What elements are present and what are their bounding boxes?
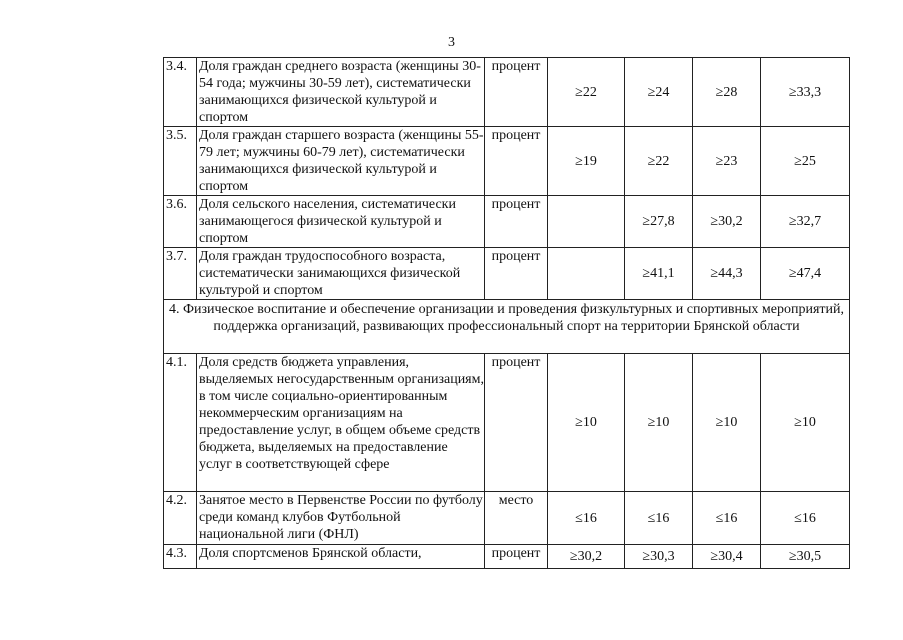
table-row xyxy=(164,492,850,545)
value-cell: ≥30,3 xyxy=(625,545,693,569)
table-row xyxy=(164,354,850,492)
value-cell: ≥10 xyxy=(761,354,850,492)
unit-cell: процент xyxy=(485,196,548,248)
value-cell: ≥47,4 xyxy=(761,248,850,300)
value-cell: ≥33,3 xyxy=(761,58,850,127)
unit-cell: процент xyxy=(485,354,548,492)
value-cell: ≥25 xyxy=(761,127,850,196)
indicator-name: Доля граждан трудоспособного возраста, систематически занимающихся физической культурой и спортом xyxy=(197,248,485,300)
value-cell: ≥32,7 xyxy=(761,196,850,248)
table-row xyxy=(164,545,850,569)
table-row xyxy=(164,248,850,300)
indicator-name: Доля граждан среднего возраста (женщины 30-54 года; мужчины 30-59 лет), систематически занимающихся физической культурой и спортом xyxy=(197,58,485,127)
unit-cell: место xyxy=(485,492,548,545)
value-cell: ≥30,2 xyxy=(693,196,761,248)
row-number: 3.5. xyxy=(164,127,197,196)
value-cell: ≥30,5 xyxy=(761,545,850,569)
value-cell: ≥10 xyxy=(625,354,693,492)
value-cell: ≥27,8 xyxy=(625,196,693,248)
value-cell: ≤16 xyxy=(548,492,625,545)
value-cell: ≥41,1 xyxy=(625,248,693,300)
value-cell: ≤16 xyxy=(625,492,693,545)
value-cell: ≥23 xyxy=(693,127,761,196)
row-number: 4.2. xyxy=(164,492,197,545)
section-heading: 4. Физическое воспитание и обеспечение организации и проведения физкультурных и спортивных мероприятий, поддержка организаций, развивающих профессиональный спорт на территории Брянской области xyxy=(164,300,850,354)
row-number: 3.4. xyxy=(164,58,197,127)
table-row xyxy=(164,127,850,196)
table-row xyxy=(164,58,850,127)
value-cell: ≥22 xyxy=(548,58,625,127)
unit-cell: процент xyxy=(485,545,548,569)
indicator-name: Доля сельского населения, систематически занимающегося физической культурой и спортом xyxy=(197,196,485,248)
value-cell: ≥24 xyxy=(625,58,693,127)
value-cell: ≤16 xyxy=(693,492,761,545)
value-cell: ≤16 xyxy=(761,492,850,545)
indicator-name: Доля средств бюджета управления, выделяемых негосударственным организациям, в том числе социально-ориентированным некоммерческим организациям на предоставление услуг, в общем объеме средств бюджета, выделяемых на предоставление услуг в соответствующей сфере xyxy=(197,354,485,492)
value-cell: ≥28 xyxy=(693,58,761,127)
value-cell: ≥22 xyxy=(625,127,693,196)
page-number: 3 xyxy=(448,35,455,50)
value-cell: ≥30,4 xyxy=(693,545,761,569)
value-cell: ≥44,3 xyxy=(693,248,761,300)
indicator-name: Доля граждан старшего возраста (женщины 55-79 лет; мужчины 60-79 лет), систематически занимающихся физической культурой и спортом xyxy=(197,127,485,196)
indicators-table xyxy=(163,57,850,569)
value-cell: ≥10 xyxy=(693,354,761,492)
row-number: 3.6. xyxy=(164,196,197,248)
value-cell xyxy=(548,248,625,300)
indicator-name: Доля спортсменов Брянской области, xyxy=(197,545,485,569)
row-number: 4.1. xyxy=(164,354,197,492)
row-number: 4.3. xyxy=(164,545,197,569)
value-cell xyxy=(548,196,625,248)
unit-cell: процент xyxy=(485,58,548,127)
section-row xyxy=(164,300,850,354)
indicator-name: Занятое место в Первенстве России по футболу среди команд клубов Футбольной национальной лиги (ФНЛ) xyxy=(197,492,485,545)
unit-cell: процент xyxy=(485,248,548,300)
value-cell: ≥19 xyxy=(548,127,625,196)
table-row xyxy=(164,196,850,248)
row-number: 3.7. xyxy=(164,248,197,300)
value-cell: ≥10 xyxy=(548,354,625,492)
value-cell: ≥30,2 xyxy=(548,545,625,569)
unit-cell: процент xyxy=(485,127,548,196)
